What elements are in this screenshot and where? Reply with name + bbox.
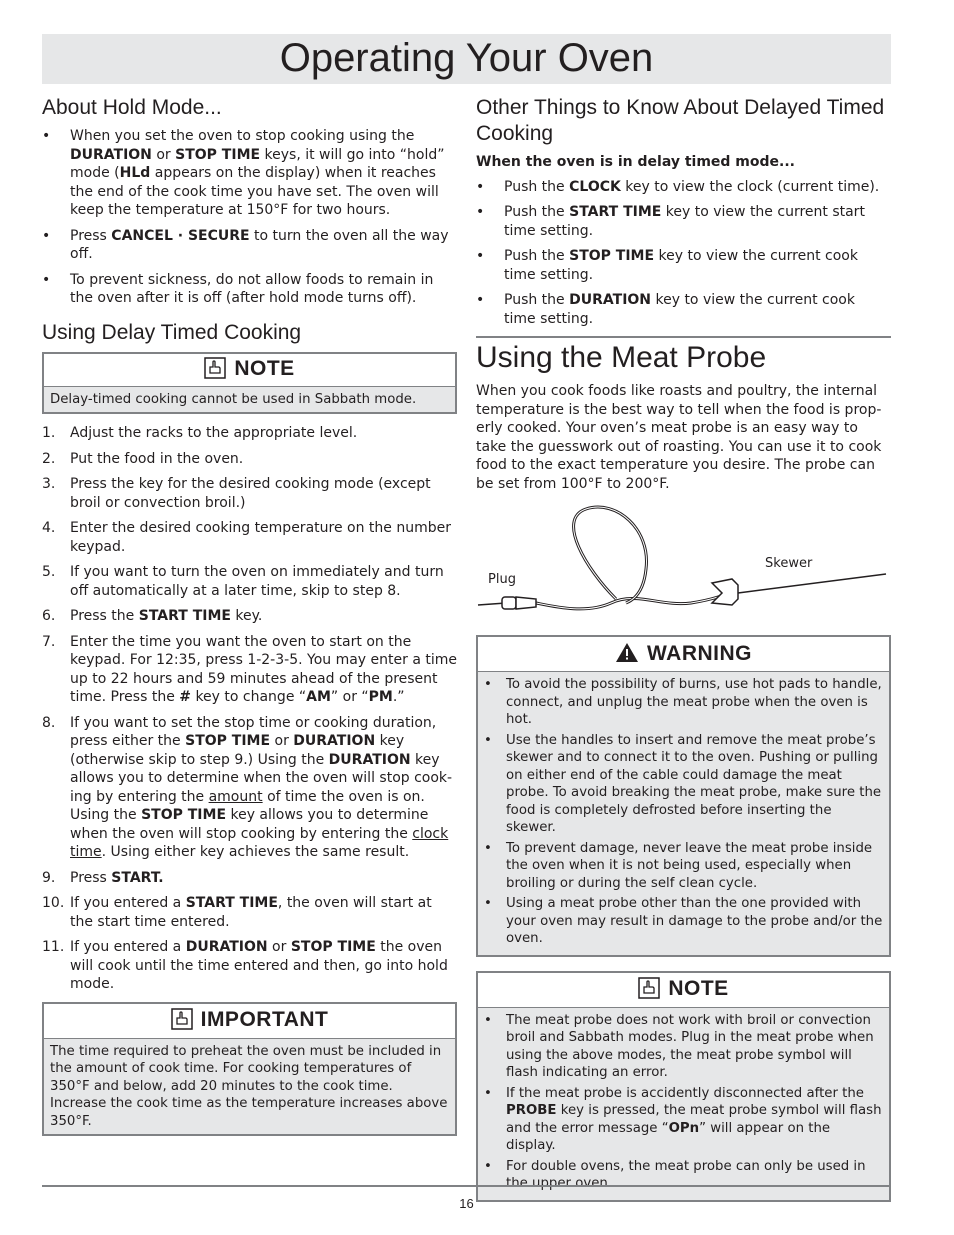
plug-label: Plug — [488, 572, 516, 587]
warning-box — [476, 635, 891, 957]
list-item: • Use the handles to insert and remove the meat probe’s skewer and to connect it to the oven. Pushing or pulling on either end of the cable could damage the meat probe. To avoid breaking the meat probe, make sure the food is completely defrosted before inserting the skewer. — [484, 732, 883, 837]
delay-heading: Using Delay Timed Cooking — [42, 320, 302, 344]
hand-pointing-icon — [171, 1008, 193, 1034]
list-item: 10. If you entered a START TIME, the oven will start at the start time entered. — [42, 895, 432, 930]
list-item: • To avoid the possibility of burns, use hot pads to handle, connect, and unplug the meat probe when the oven is hot. — [484, 676, 883, 729]
other-heading: Other Things to Know About Delayed Timed Cooking — [476, 96, 885, 145]
list-item: • The meat probe does not work with broil or convection broil and Sabbath modes. Plug in the meat probe when using the above modes, the meat probe symbol will flash indicating an error. — [484, 1012, 883, 1082]
important-box — [42, 1002, 457, 1137]
hand-pointing-icon — [638, 977, 660, 1003]
list-item: 4. Enter the desired cooking temperature on the number keypad. — [42, 520, 451, 555]
probe-heading: Using the Meat Probe — [476, 336, 891, 376]
list-item: 5. If you want to turn the oven on immediately and turn off automatically at a later time, skip to step 8. — [42, 564, 444, 599]
probe-note-box — [476, 971, 891, 1202]
other-list — [476, 178, 891, 329]
list-item: • Using a meat probe other than the one provided with your oven may result in damage to the probe and/or the oven. — [484, 895, 883, 948]
list-item: 3. Press the key for the desired cooking mode (except broil or convection broil.) — [42, 476, 431, 511]
page-footer — [42, 1185, 891, 1214]
note-box — [42, 352, 457, 415]
list-item: 6. Press the START TIME key. — [42, 608, 263, 624]
important-header: IMPORTANT — [44, 1004, 455, 1039]
list-item: • To prevent sickness, do not allow foods to remain in the oven after it is off (after hold mode turns off). — [42, 271, 457, 308]
other-subheading: When the oven is in delay timed mode... — [476, 154, 795, 170]
list-item: • Push the DURATION key to view the current cook time setting. — [476, 291, 891, 328]
list-item: 2. Put the food in the oven. — [42, 450, 244, 467]
right-column — [476, 95, 891, 1212]
list-item: • Push the STOP TIME key to view the current cook time setting. — [476, 247, 891, 284]
delay-steps — [42, 424, 457, 994]
probe-note-body — [478, 1008, 889, 1200]
probe-note-header: NOTE — [478, 973, 889, 1008]
list-item: • When you set the oven to stop cooking using the DURATION or STOP TIME keys, it will go into “hold” mode (HLd appears on the display) when it reaches the end of the cook time you have set. The oven will keep the temperature at 150°F for two hours. — [42, 127, 457, 220]
list-item: 1. Adjust the racks to the appropriate level. — [42, 425, 358, 441]
left-column — [42, 95, 457, 1146]
warning-body — [478, 672, 889, 955]
warning-header: WARNING — [478, 637, 889, 672]
page-number: 16 — [459, 1196, 474, 1211]
list-item: 7. Enter the time you want the oven to start on the keypad. For 12:35, press 1-2-3-5. You may enter a time up to 22 hours and 59 minutes ahead of the present time. Press the # key to change “AM” or “PM.” — [42, 633, 457, 705]
probe-intro: When you cook foods like roasts and poultry, the internal temperature is the best way to tell when the food is prop-erly cooked. Your oven’s meat probe is an easy way to take the guesswork out of roasting. You can use it to cook food to the exact temperature you desire. The probe can be set from 100°F to 200°F. — [476, 383, 882, 492]
skewer-label: Skewer — [765, 556, 813, 571]
list-item: • For double ovens, the meat probe can only be used in the upper oven. — [484, 1158, 883, 1193]
list-item: • Press CANCEL · SECURE to turn the oven all the way off. — [42, 227, 457, 264]
note-header: NOTE — [44, 354, 455, 387]
warning-triangle-icon — [615, 641, 639, 667]
meat-probe-icon — [476, 499, 891, 629]
page-title: Operating Your Oven — [42, 34, 891, 84]
list-item: • If the meat probe is accidently disconnected after the PROBE key is pressed, the meat probe symbol will flash and the error message “OPn” will appear on the display. — [484, 1085, 883, 1155]
meat-probe-illustration — [476, 499, 891, 629]
hold-mode-list — [42, 127, 457, 308]
list-item: • Push the CLOCK key to view the clock (current time). — [476, 178, 891, 197]
list-item: • To prevent damage, never leave the meat probe inside the oven when it is not being used, especially when broiling or during the self clean cycle. — [484, 840, 883, 893]
list-item: 11. If you entered a DURATION or STOP TIME the oven will cook until the time entered and then, go into hold mode. — [42, 939, 448, 992]
note-body: Delay-timed cooking cannot be used in Sabbath mode. — [44, 387, 455, 413]
list-item: 8. If you want to set the stop time or cooking duration, press either the STOP TIME or DURATION key (otherwise skip to step 9.) Using the DURATION key allows you to determine when the oven will stop cook-ing by entering the amount of time the oven is on. Using the STOP TIME key allows you to determine when the oven will stop cooking by entering the clock time. Using either key achieves the same result. — [42, 714, 453, 860]
important-body: The time required to preheat the oven must be included in the amount of cook time. For cooking temperatures of 350°F and below, add 20 minutes to the cook time. Increase the cook time as the temperature increases above 350°F. — [44, 1039, 455, 1135]
hand-pointing-icon — [204, 357, 226, 383]
list-item: 9. Press START. — [42, 869, 164, 886]
hold-mode-heading: About Hold Mode... — [42, 96, 222, 119]
list-item: • Push the START TIME key to view the current start time setting. — [476, 203, 891, 240]
